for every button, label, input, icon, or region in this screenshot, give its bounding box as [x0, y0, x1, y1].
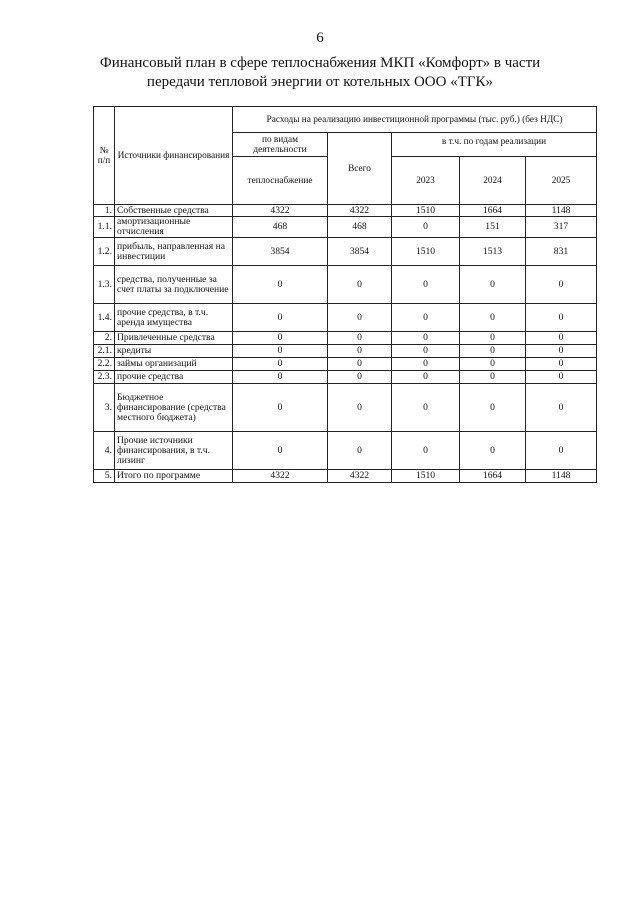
cell-year-2023: 0	[392, 371, 460, 384]
row-source-name: прочие средства	[115, 371, 233, 384]
cell-total: 0	[328, 371, 392, 384]
cell-year-2023: 0	[392, 266, 460, 304]
cell-year-2025: 0	[526, 345, 597, 358]
cell-year-2025: 1148	[526, 205, 597, 217]
cell-total: 0	[328, 358, 392, 371]
cell-heat-supply: 0	[233, 345, 328, 358]
cell-total: 0	[328, 304, 392, 332]
document-title	[60, 54, 580, 92]
row-number: 1.2.	[94, 238, 115, 266]
header-by-activity: по видам деятельности	[233, 133, 328, 157]
header-year-2024: 2024	[460, 157, 526, 205]
table-row	[94, 332, 597, 345]
row-source-name: Итого по программе	[115, 470, 233, 483]
row-number: 2.1.	[94, 345, 115, 358]
financial-plan-table	[93, 106, 597, 483]
row-number: 3.	[94, 384, 115, 432]
cell-year-2024: 0	[460, 345, 526, 358]
cell-year-2023: 0	[392, 384, 460, 432]
cell-heat-supply: 0	[233, 304, 328, 332]
cell-year-2025: 0	[526, 432, 597, 470]
cell-year-2024: 151	[460, 217, 526, 238]
cell-total: 0	[328, 345, 392, 358]
cell-heat-supply: 0	[233, 432, 328, 470]
cell-year-2023: 0	[392, 332, 460, 345]
row-number: 2.3.	[94, 371, 115, 384]
row-source-name: Бюджетное финансирование (средства местного бюджета)	[115, 384, 233, 432]
cell-total: 4322	[328, 470, 392, 483]
row-number: 1.1.	[94, 217, 115, 238]
row-source-name: кредиты	[115, 345, 233, 358]
cell-year-2025: 317	[526, 217, 597, 238]
cell-year-2025: 0	[526, 266, 597, 304]
row-source-name: займы организаций	[115, 358, 233, 371]
cell-year-2023: 0	[392, 358, 460, 371]
row-source-name: Привлеченные средства	[115, 332, 233, 345]
table-row	[94, 266, 597, 304]
cell-year-2024: 0	[460, 432, 526, 470]
cell-year-2025: 0	[526, 332, 597, 345]
table-row	[94, 432, 597, 470]
cell-year-2023: 0	[392, 304, 460, 332]
cell-year-2024: 0	[460, 371, 526, 384]
cell-year-2025: 1148	[526, 470, 597, 483]
row-number: 1.	[94, 205, 115, 217]
cell-total: 0	[328, 384, 392, 432]
cell-year-2024: 0	[460, 266, 526, 304]
table-row	[94, 470, 597, 483]
table-row	[94, 345, 597, 358]
table-row	[94, 384, 597, 432]
table-row	[94, 358, 597, 371]
table-row	[94, 205, 597, 217]
row-source-name: прибыль, направленная на инвестиции	[115, 238, 233, 266]
cell-year-2025: 831	[526, 238, 597, 266]
table-row	[94, 238, 597, 266]
row-source-name: средства, полученные за счет платы за подключение	[115, 266, 233, 304]
cell-year-2024: 0	[460, 332, 526, 345]
row-number: 2.	[94, 332, 115, 345]
cell-year-2025: 0	[526, 384, 597, 432]
header-expenses: Расходы на реализацию инвестиционной программы (тыс. руб.) (без НДС)	[233, 107, 597, 133]
cell-total: 468	[328, 217, 392, 238]
cell-heat-supply: 4322	[233, 205, 328, 217]
cell-total: 0	[328, 266, 392, 304]
cell-heat-supply: 0	[233, 371, 328, 384]
header-total: Всего	[328, 133, 392, 205]
table-row	[94, 217, 597, 238]
row-number: 1.3.	[94, 266, 115, 304]
cell-year-2024: 1664	[460, 470, 526, 483]
cell-total: 0	[328, 332, 392, 345]
header-by-years: в т.ч. по годам реализации	[392, 133, 597, 157]
cell-heat-supply: 4322	[233, 470, 328, 483]
row-source-name: Собственные средства	[115, 205, 233, 217]
row-source-name: прочие средства, в т.ч. аренда имущества	[115, 304, 233, 332]
row-number: 4.	[94, 432, 115, 470]
cell-year-2024: 1664	[460, 205, 526, 217]
cell-year-2023: 0	[392, 345, 460, 358]
cell-year-2023: 1510	[392, 205, 460, 217]
cell-heat-supply: 0	[233, 266, 328, 304]
page-number: 6	[316, 30, 324, 46]
header-heat-supply: теплоснабжение	[233, 157, 328, 205]
cell-year-2024: 0	[460, 358, 526, 371]
cell-total: 0	[328, 432, 392, 470]
cell-year-2024: 1513	[460, 238, 526, 266]
cell-total: 4322	[328, 205, 392, 217]
cell-year-2023: 1510	[392, 238, 460, 266]
header-year-2023: 2023	[392, 157, 460, 205]
title-line-1: Финансовый план в сфере теплоснабжения МКП «Комфорт» в части	[99, 55, 541, 71]
cell-heat-supply: 0	[233, 358, 328, 371]
cell-year-2023: 0	[392, 217, 460, 238]
cell-year-2025: 0	[526, 304, 597, 332]
row-number: 2.2.	[94, 358, 115, 371]
title-line-2: передачи тепловой энергии от котельных ООО «ТГК»	[146, 74, 494, 90]
table-row	[94, 304, 597, 332]
row-number: 5.	[94, 470, 115, 483]
cell-year-2024: 0	[460, 384, 526, 432]
cell-heat-supply: 0	[233, 332, 328, 345]
cell-heat-supply: 468	[233, 217, 328, 238]
cell-year-2023: 1510	[392, 470, 460, 483]
cell-year-2023: 0	[392, 432, 460, 470]
header-year-2025: 2025	[526, 157, 597, 205]
cell-year-2024: 0	[460, 304, 526, 332]
cell-total: 3854	[328, 238, 392, 266]
row-source-name: Прочие источники финансирования, в т.ч. лизинг	[115, 432, 233, 470]
table-row	[94, 371, 597, 384]
header-sources: Источники финансирования	[115, 107, 233, 205]
cell-heat-supply: 3854	[233, 238, 328, 266]
cell-year-2025: 0	[526, 371, 597, 384]
row-number: 1.4.	[94, 304, 115, 332]
cell-year-2025: 0	[526, 358, 597, 371]
cell-heat-supply: 0	[233, 384, 328, 432]
row-source-name: амортизационные отчисления	[115, 217, 233, 238]
header-num: № п/п	[94, 107, 115, 205]
